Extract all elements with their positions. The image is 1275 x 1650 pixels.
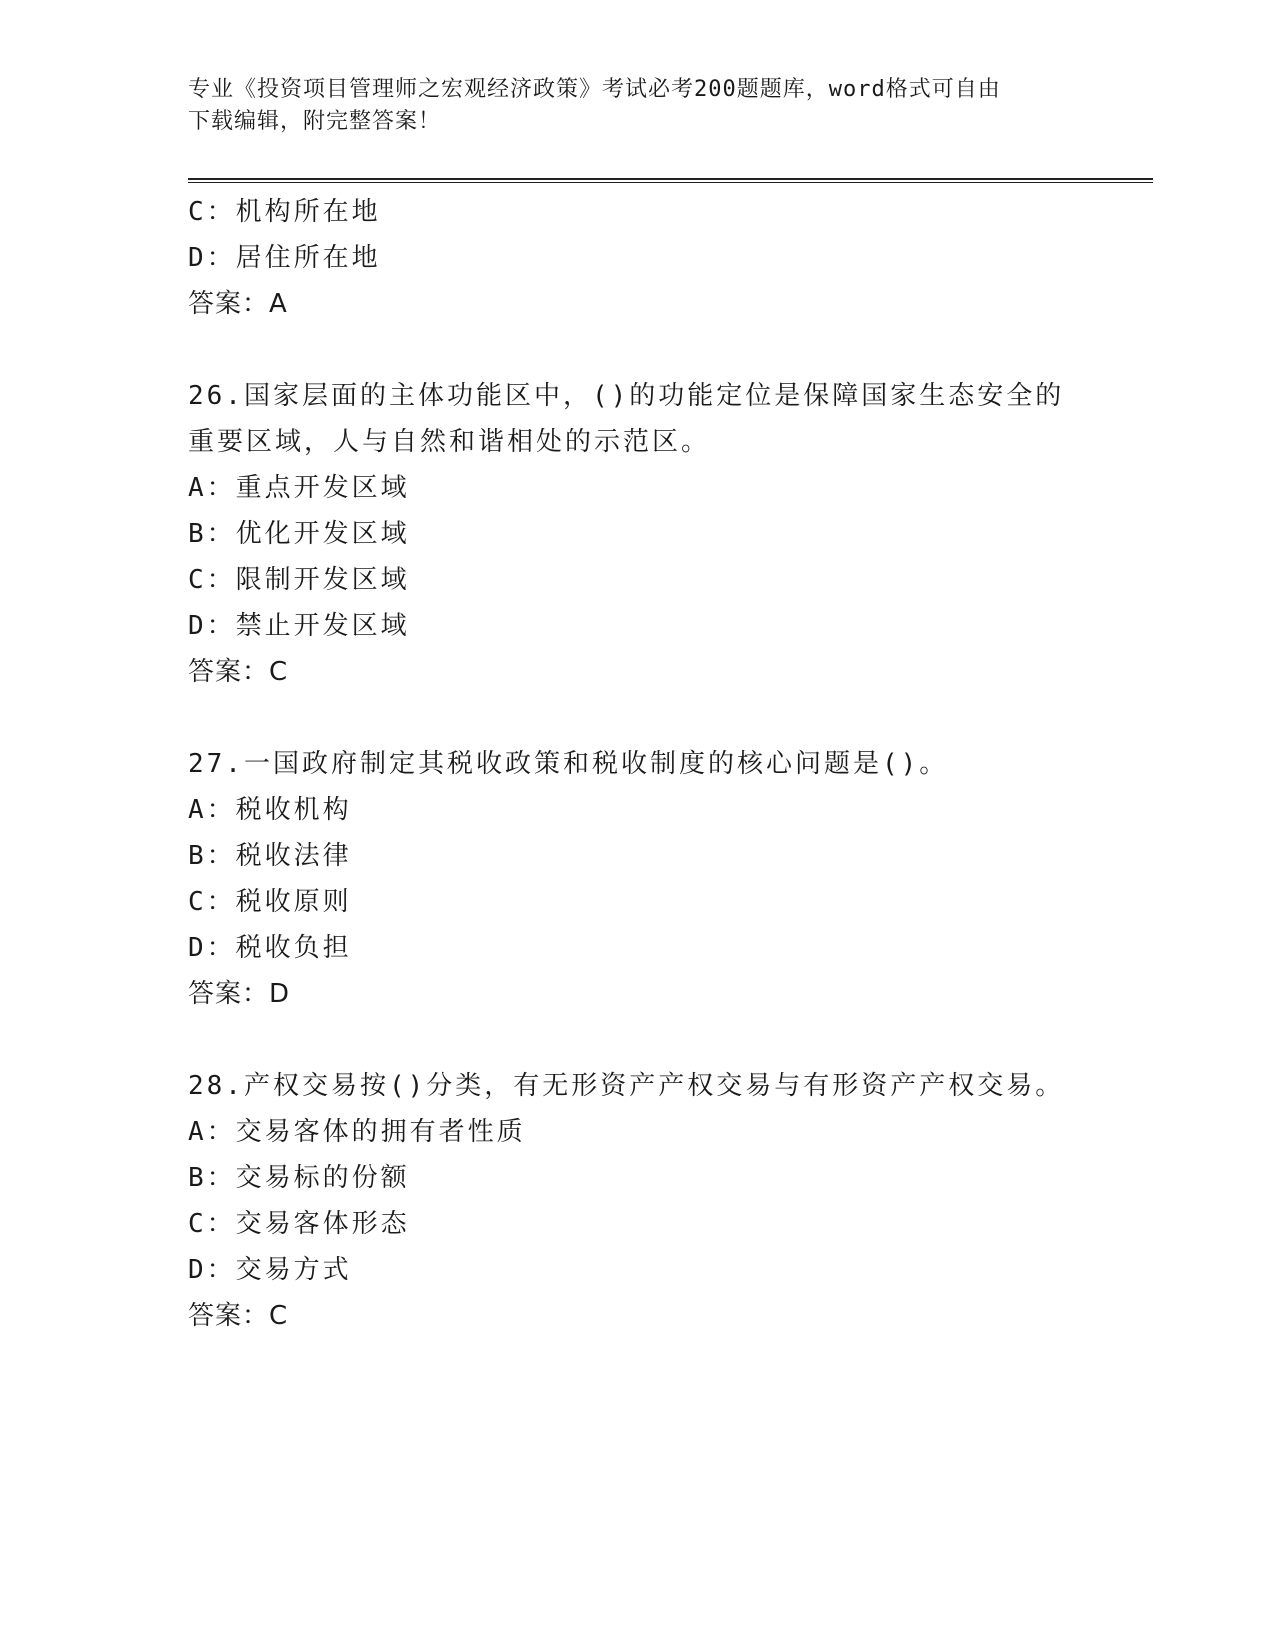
question-block-26 (188, 373, 1153, 695)
spacer (188, 327, 1153, 373)
option-b: B：优化开发区域 (188, 519, 410, 549)
question-text: 26.国家层面的主体功能区中，()的功能定位是保障国家生态安全的重要区域，人与自然和谐相处的示范区。 (188, 381, 1065, 457)
option-b: B：交易标的份额 (188, 1163, 410, 1193)
document-header (188, 74, 1088, 138)
carryover-option-d: D：居住所在地 (188, 243, 381, 273)
carryover-answer: 答案：A (188, 289, 288, 319)
option-d: D：交易方式 (188, 1255, 352, 1285)
question-text: 27.一国政府制定其税收政策和税收制度的核心问题是()。 (188, 749, 949, 779)
question-text: 28.产权交易按()分类，有无形资产产权交易与有形资产产权交易。 (188, 1071, 1065, 1101)
question-block-27 (188, 741, 1153, 1017)
option-a: A：税收机构 (188, 795, 352, 825)
answer: 答案：D (188, 979, 291, 1009)
question-block-28 (188, 1063, 1153, 1339)
spacer (188, 695, 1153, 741)
option-b: B：税收法律 (188, 841, 352, 871)
option-a: A：重点开发区域 (188, 473, 410, 503)
option-d: D：税收负担 (188, 933, 352, 963)
carryover-option-c: C：机构所在地 (188, 197, 381, 227)
header-title-line-1: 专业《投资项目管理师之宏观经济政策》考试必考200题题库，word格式可自由 (188, 77, 1001, 102)
option-a: A：交易客体的拥有者性质 (188, 1117, 526, 1147)
answer: 答案：C (188, 1301, 289, 1331)
header-title-line-2: 下载编辑，附完整答案！ (188, 109, 442, 134)
header-divider (188, 178, 1153, 183)
question-list (188, 189, 1153, 1339)
option-c: C：税收原则 (188, 887, 352, 917)
answer: 答案：C (188, 657, 289, 687)
option-c: C：限制开发区域 (188, 565, 410, 595)
spacer (188, 1017, 1153, 1063)
option-c: C：交易客体形态 (188, 1209, 410, 1239)
option-d: D：禁止开发区域 (188, 611, 410, 641)
